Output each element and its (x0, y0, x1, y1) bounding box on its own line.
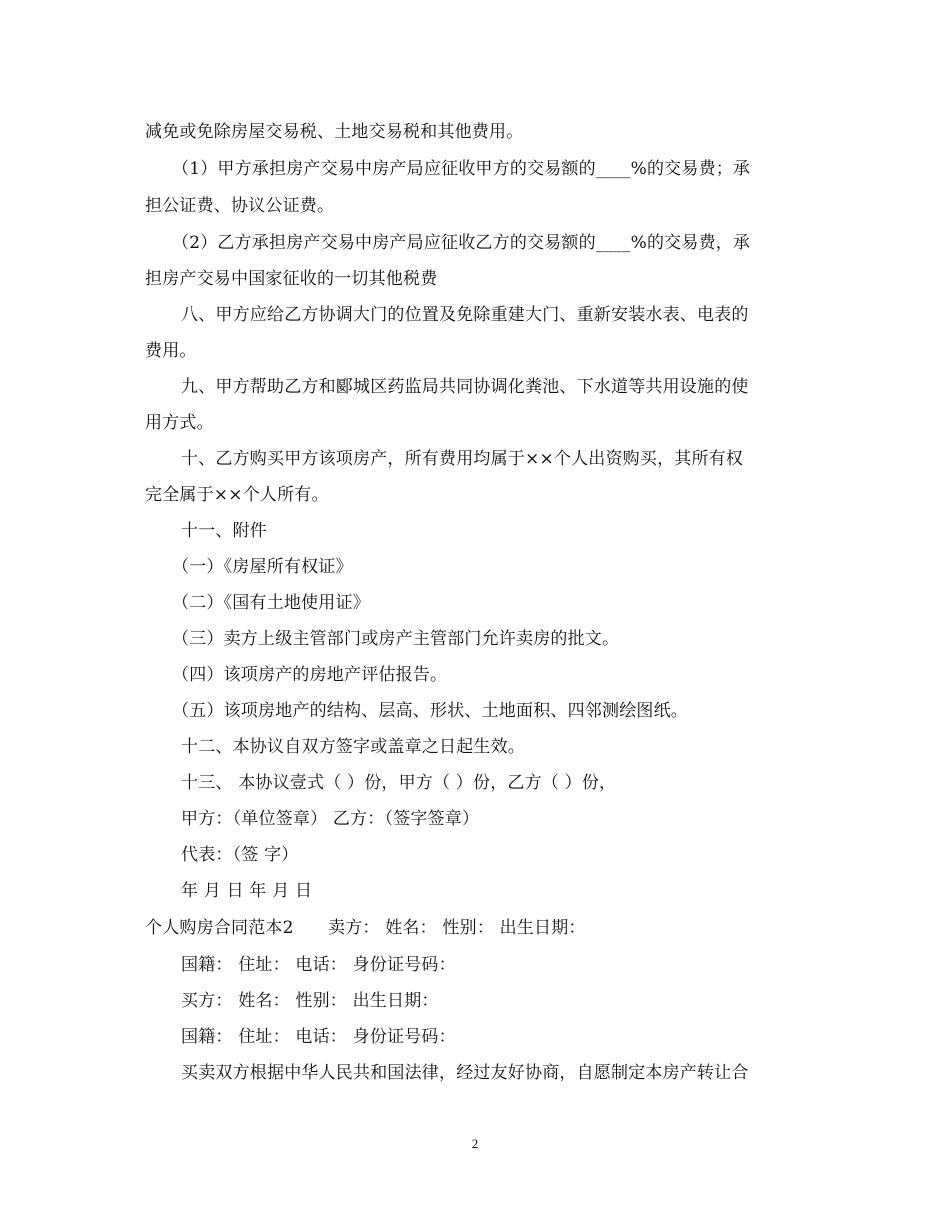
paragraph-line: 担公证费、协议公证费。 (145, 196, 335, 216)
paragraph-line: 九、甲方帮助乙方和郾城区药监局共同协调化粪池、下水道等共用设施的使 (181, 377, 749, 397)
attachment-item: （五）该项房地产的结构、层高、形状、土地面积、四邻测绘图纸。 (172, 701, 688, 721)
signature-line: 代表：（签 字） (181, 845, 299, 865)
section-heading: 十一、附件 (181, 521, 267, 541)
paragraph-line: 用方式。 (145, 413, 214, 433)
date-line: 年 月 日 年 月 日 (181, 881, 313, 901)
paragraph-line: 十三、 本协议壹式（ ）份，甲方（ ）份，乙方（ ）份， (181, 773, 617, 793)
page-number: 2 (471, 1136, 479, 1151)
paragraph-line: 买卖双方根据中华人民共和国法律，经过友好协商，自愿制定本房产转让合 (181, 1063, 749, 1083)
party-info-line: 买方： 姓名： 性别： 出生日期： (181, 991, 439, 1011)
paragraph-line: （1）甲方承担房产交易中房产局应征收甲方的交易额的____%的交易费；承 (172, 159, 751, 179)
contract-title-line: 个人购房合同范本2 卖方： 姓名： 性别： 出生日期： (145, 918, 586, 938)
paragraph-line: 十、乙方购买甲方该项房产，所有费用均属于××个人出资购买，其所有权 (181, 449, 744, 469)
paragraph-line: 减免或免除房屋交易税、土地交易税和其他费用。 (145, 122, 524, 142)
signature-line: 甲方：（单位签章） 乙方：（签字签章） (181, 809, 480, 829)
party-info-line: 国籍： 住址： 电话： 身份证号码： (181, 955, 456, 975)
attachment-item: （三）卖方上级主管部门或房产主管部门允许卖房的批文。 (172, 629, 620, 649)
paragraph-line: 费用。 (145, 341, 197, 361)
paragraph-line: 完全属于××个人所有。 (145, 485, 329, 505)
paragraph-line: 担房产交易中国家征收的一切其他税费 (145, 269, 438, 289)
attachment-item: （一）《房屋所有权证》 (172, 557, 353, 577)
attachment-item: （四）该项房产的房地产评估报告。 (172, 665, 448, 685)
paragraph-line: 八、甲方应给乙方协调大门的位置及免除重建大门、重新安装水表、电表的 (181, 305, 749, 325)
paragraph-line: （2）乙方承担房产交易中房产局应征收乙方的交易额的____%的交易费，承 (172, 233, 751, 253)
attachment-item: （二）《国有土地使用证》 (172, 593, 370, 613)
party-info-line: 国籍： 住址： 电话： 身份证号码： (181, 1027, 456, 1047)
paragraph-line: 十二、本协议自双方签字或盖章之日起生效。 (181, 737, 525, 757)
